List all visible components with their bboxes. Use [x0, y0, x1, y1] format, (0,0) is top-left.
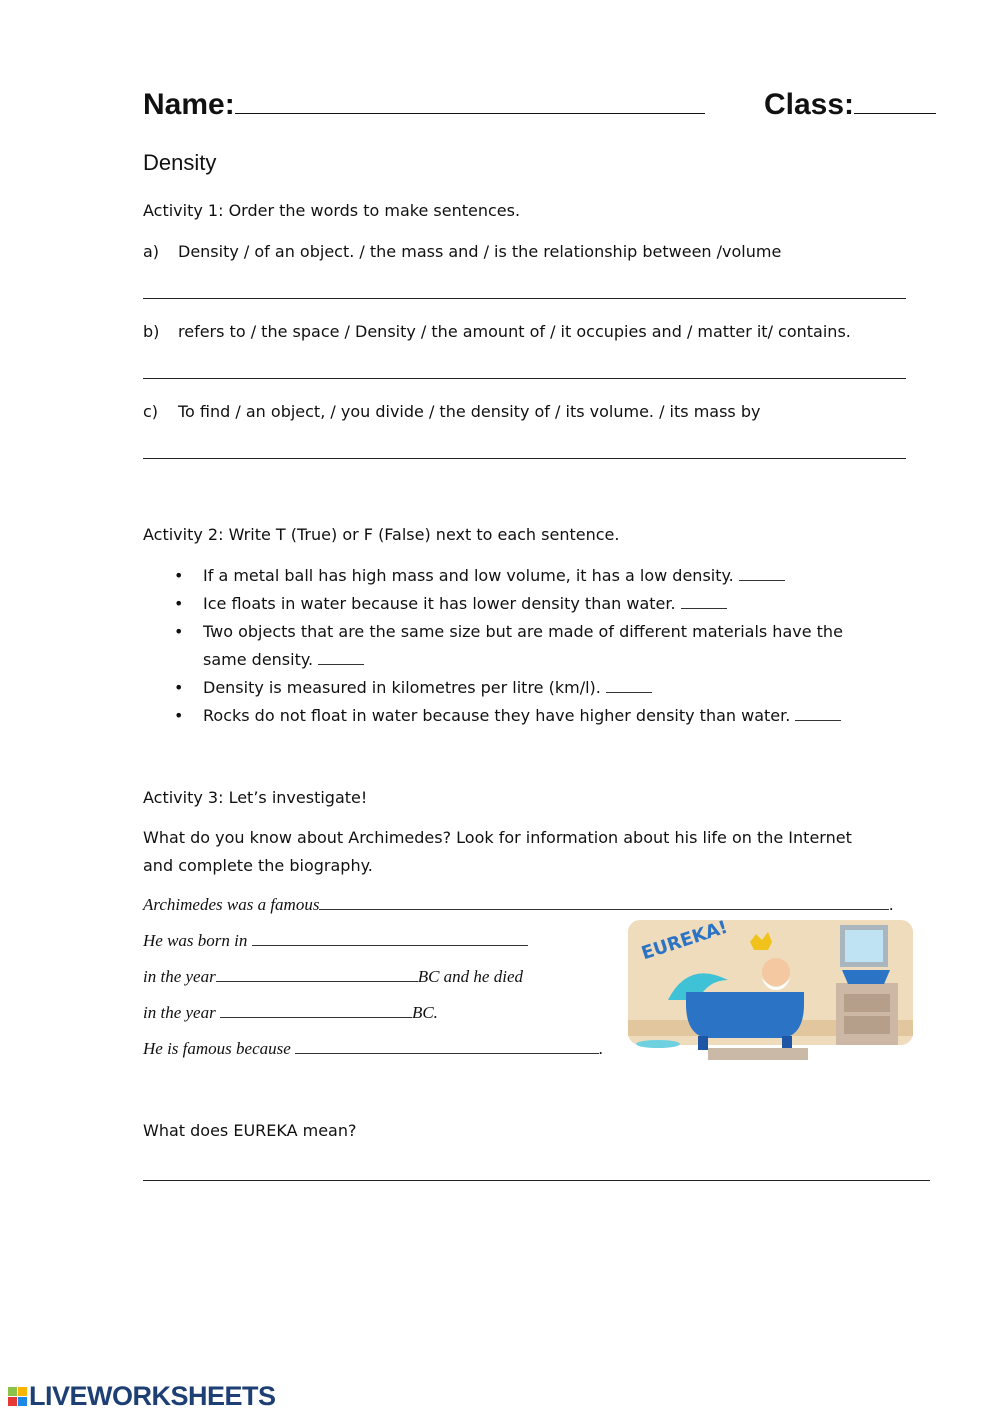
activity2-heading: Activity 2: Write T (True) or F (False) next to each sentence.	[143, 525, 620, 544]
item-c-text: To find / an object, / you divide / the density of / its volume. / its mass by	[178, 402, 761, 421]
tf-answer-input[interactable]	[739, 566, 785, 581]
tf-answer-input[interactable]	[795, 706, 841, 721]
bio-line-2	[143, 931, 528, 951]
logo-text: LIVEWORKSHEETS	[29, 1381, 276, 1411]
tf-text: Density is measured in kilometres per litre (km/l).	[203, 678, 601, 697]
liveworksheets-logo	[8, 1381, 276, 1412]
bio-text: .	[889, 895, 894, 914]
item-c-letter: c)	[143, 402, 159, 421]
bio-line-1	[143, 895, 894, 915]
eureka-image-text: EUREKA!	[638, 916, 731, 965]
archimedes-eureka-illustration	[628, 916, 913, 1060]
tf-answer-input[interactable]	[606, 678, 652, 693]
bio-input[interactable]	[220, 1003, 412, 1018]
bio-input[interactable]	[216, 967, 418, 982]
tf-item-continued	[203, 650, 364, 669]
class-label: Class:	[764, 88, 855, 121]
bio-text: Archimedes was a famous	[143, 895, 320, 914]
bio-input[interactable]	[252, 931, 528, 946]
bio-text: He is famous because	[143, 1039, 291, 1058]
bio-line-5	[143, 1039, 603, 1059]
bio-input[interactable]	[295, 1039, 599, 1054]
name-field	[143, 88, 705, 122]
tf-text: Ice floats in water because it has lower density than water.	[203, 594, 676, 613]
item-a-letter: a)	[143, 242, 160, 261]
activity3-intro-2: and complete the biography.	[143, 856, 373, 875]
activity3-intro-1: What do you know about Archimedes? Look for information about his life on the Internet	[143, 828, 852, 847]
tf-text: Rocks do not float in water because they have higher density than water.	[203, 706, 791, 725]
answer-b-line[interactable]	[143, 378, 906, 379]
item-b-text: refers to / the space / Density / the amount of / it occupies and / matter it/ contains.	[178, 322, 851, 341]
bio-input[interactable]	[319, 895, 889, 910]
name-input[interactable]	[235, 89, 705, 114]
class-field	[764, 88, 936, 122]
name-label: Name:	[143, 88, 235, 121]
item-b-letter: b)	[143, 322, 160, 341]
bio-text: BC and he died	[417, 967, 523, 986]
tf-text: If a metal ball has high mass and low volume, it has a low density.	[203, 566, 734, 585]
activity1-heading: Activity 1: Order the words to make sentences.	[143, 201, 521, 220]
bio-line-4	[143, 1003, 438, 1023]
bio-text: in the year	[143, 1003, 216, 1022]
answer-a-line[interactable]	[143, 298, 906, 299]
answer-c-line[interactable]	[143, 458, 906, 459]
bio-text: in the year	[143, 967, 216, 986]
page-title: Density	[143, 150, 217, 175]
eureka-question: What does EUREKA mean?	[143, 1121, 357, 1140]
tf-text: Two objects that are the same size but are made of different materials have the	[203, 622, 843, 641]
bio-text: He was born in	[143, 931, 248, 950]
tf-answer-input[interactable]	[681, 594, 727, 609]
eureka-answer-line[interactable]	[143, 1180, 930, 1181]
bio-text: .	[599, 1039, 604, 1058]
item-a-text: Density / of an object. / the mass and / is the relationship between /volume	[178, 242, 782, 261]
bio-text: BC.	[411, 1003, 438, 1022]
tf-text: same density.	[203, 650, 314, 669]
class-input[interactable]	[854, 89, 936, 114]
bio-line-3	[143, 967, 523, 987]
logo-badge-icon	[8, 1387, 27, 1406]
activity3-heading: Activity 3: Let’s investigate!	[143, 788, 368, 807]
tf-answer-input[interactable]	[318, 650, 364, 665]
